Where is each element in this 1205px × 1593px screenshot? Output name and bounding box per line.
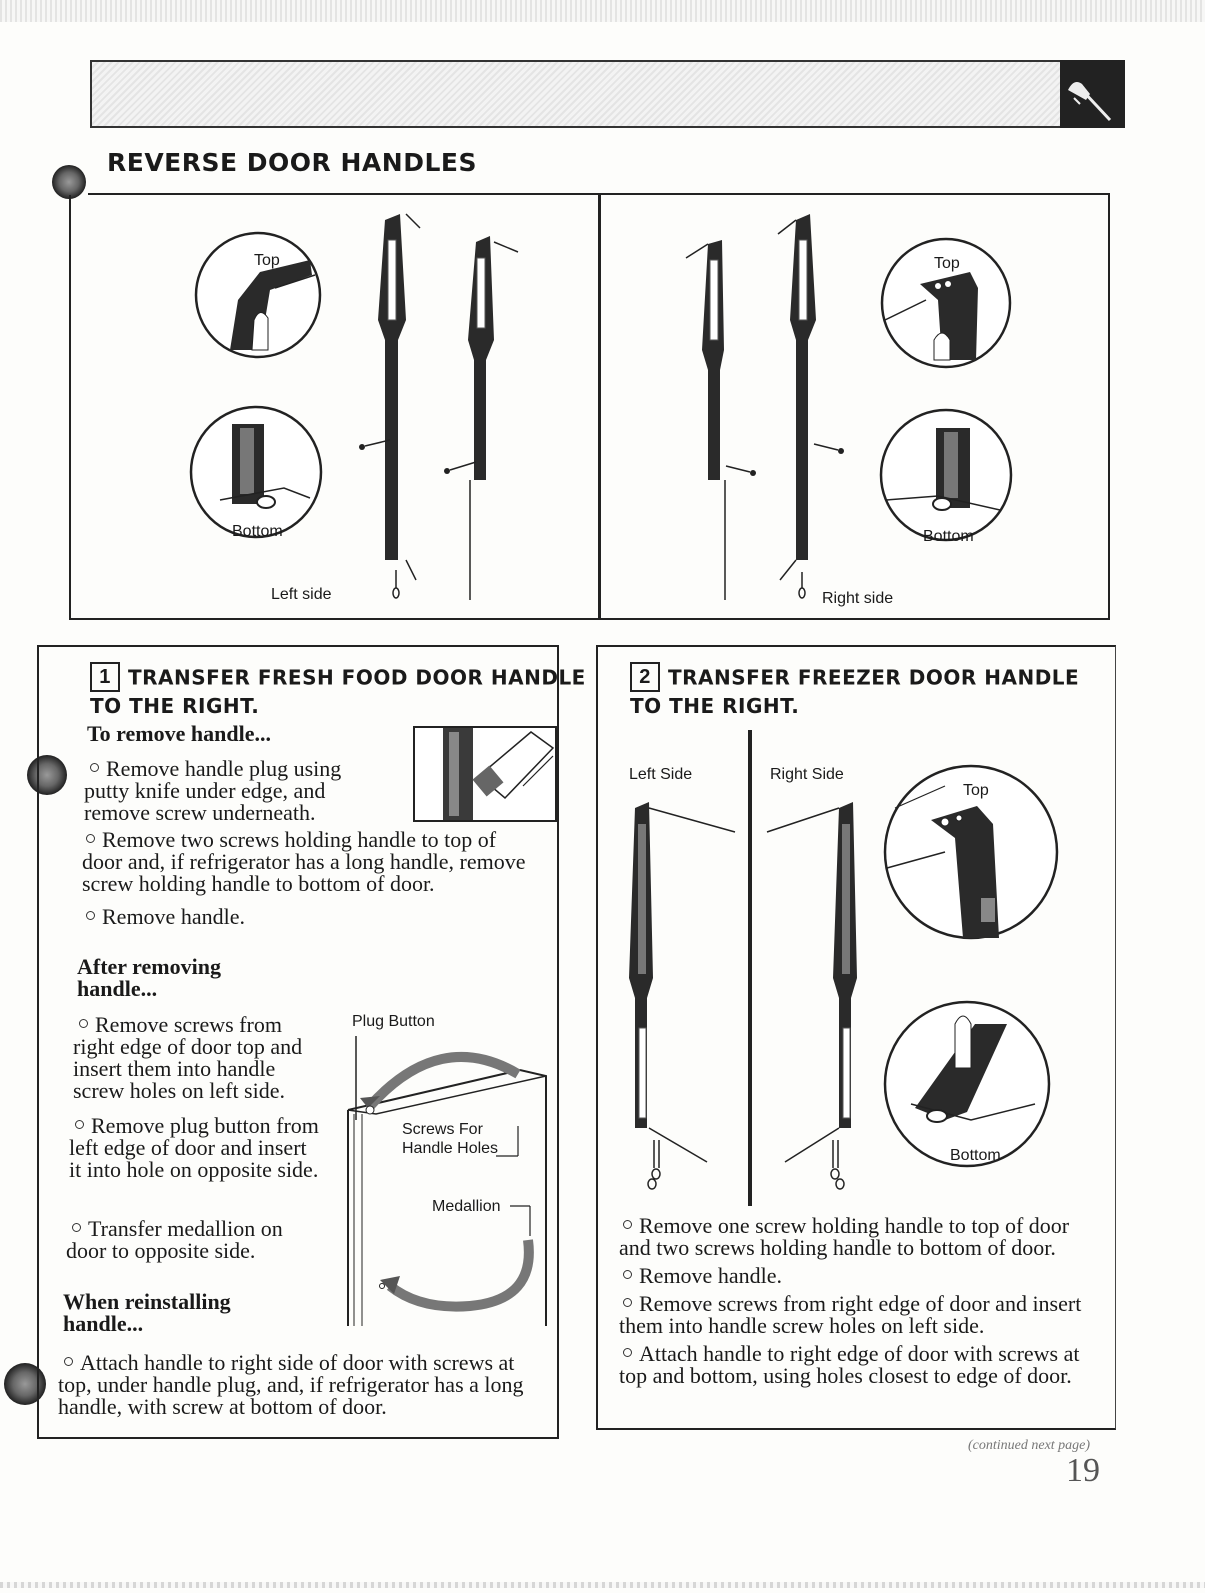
scan-edge-bottom (0, 1582, 1205, 1588)
page-title: REVERSE DOOR HANDLES (107, 148, 477, 177)
step2-left-side-label: Left Side (629, 766, 693, 783)
step1-remove-bullet-3: Remove handle. (82, 906, 245, 928)
section-banner (90, 60, 1125, 128)
putty-knife-inset (413, 726, 557, 822)
top-figure-right-top-label: Top (934, 255, 960, 272)
handle-holes-label: Handle Holes (402, 1140, 499, 1157)
bullet-icon (64, 1357, 73, 1366)
bullet-icon (79, 1019, 88, 1028)
bullet-icon (623, 1298, 632, 1307)
bullet-icon (623, 1220, 632, 1229)
step2-heading-line2: TO THE RIGHT. (630, 694, 800, 718)
bullet-icon (75, 1120, 84, 1129)
step1-reinstall-heading: When reinstalling handle... (63, 1289, 231, 1336)
step2-bullet-1: Remove one screw holding handle to top of door and two screws holding handle to bottom of door. (619, 1213, 1070, 1260)
step1-after-heading: After removing handle... (77, 954, 221, 1001)
tool-tab-icon (1060, 60, 1125, 128)
right-side-handle-diagram (680, 200, 1060, 610)
bullet-icon (623, 1270, 632, 1279)
bullet-icon (72, 1223, 81, 1232)
screws-for-label: Screws For (402, 1121, 483, 1138)
medallion-label: Medallion (432, 1198, 501, 1215)
step2-bullet-4: Attach handle to right edge of door with screws at top and bottom, using holes closest to edge of door. (619, 1341, 1080, 1388)
plug-button-label: Plug Button (352, 1013, 435, 1030)
step1-heading (90, 664, 586, 718)
step1-after-bullet-1: Remove screws from right edge of door top and insert them into handle screw holes on left side. (73, 1012, 303, 1103)
freezer-handle-diagram (615, 728, 1075, 1208)
binder-hole-icon (52, 165, 86, 199)
step2-heading (630, 664, 1079, 718)
step1-remove-bullet-1: Remove handle plug using putty knife under edge, and remove screw underneath. (84, 756, 342, 825)
door-top-diagram (340, 1030, 552, 1330)
continued-note: (continued next page) (968, 1438, 1091, 1453)
step2-top-label: Top (963, 782, 989, 799)
step2-bottom-label: Bottom (950, 1147, 1001, 1164)
top-figure-left-top-label: Top (254, 252, 280, 269)
page-number: 19 (1066, 1452, 1100, 1489)
step1-after-bullet-2: Remove plug button from left edge of door and insert it into hole on opposite side. (69, 1113, 319, 1182)
right-side-label: Right side (822, 590, 894, 607)
scan-edge-top (0, 0, 1205, 22)
bullet-icon (90, 763, 99, 772)
step1-after-bullet-3: Transfer medallion on door to opposite side. (66, 1216, 283, 1263)
step1-remove-heading: To remove handle... (87, 721, 271, 746)
step2-bullet-3: Remove screws from right edge of door and insert them into handle screw holes on left side. (619, 1291, 1082, 1338)
step1-number: 1 (90, 662, 120, 692)
bullet-icon (623, 1348, 632, 1357)
step2-heading-line1: TRANSFER FREEZER DOOR HANDLE (668, 665, 1080, 690)
top-figure-divider (598, 195, 601, 620)
top-figure-right-bottom-label: Bottom (923, 528, 974, 545)
step1-heading-line2: TO THE RIGHT. (90, 694, 260, 718)
step2-bullet-2: Remove handle. (619, 1265, 782, 1287)
step1-remove-bullet-2: Remove two screws holding handle to top of door and, if refrigerator has a long handle, remove screw holding handle to bottom of door. (82, 827, 526, 896)
bullet-icon (86, 834, 95, 843)
screws-for-handle-holes-label (402, 1120, 498, 1158)
step2-number: 2 (630, 662, 660, 692)
step1-reinstall-bullet-1: Attach handle to right side of door with screws at top, under handle plug, and, if refrigerator has a long handle, with screw at bottom of door. (58, 1350, 524, 1419)
top-figure-left-bottom-label: Bottom (232, 523, 283, 540)
left-side-handle-diagram (180, 200, 560, 610)
bullet-icon (86, 911, 95, 920)
step1-heading-line1: TRANSFER FRESH FOOD DOOR HANDLE (128, 665, 586, 690)
step2-right-side-label: Right Side (770, 766, 844, 783)
left-side-label: Left side (271, 586, 332, 603)
